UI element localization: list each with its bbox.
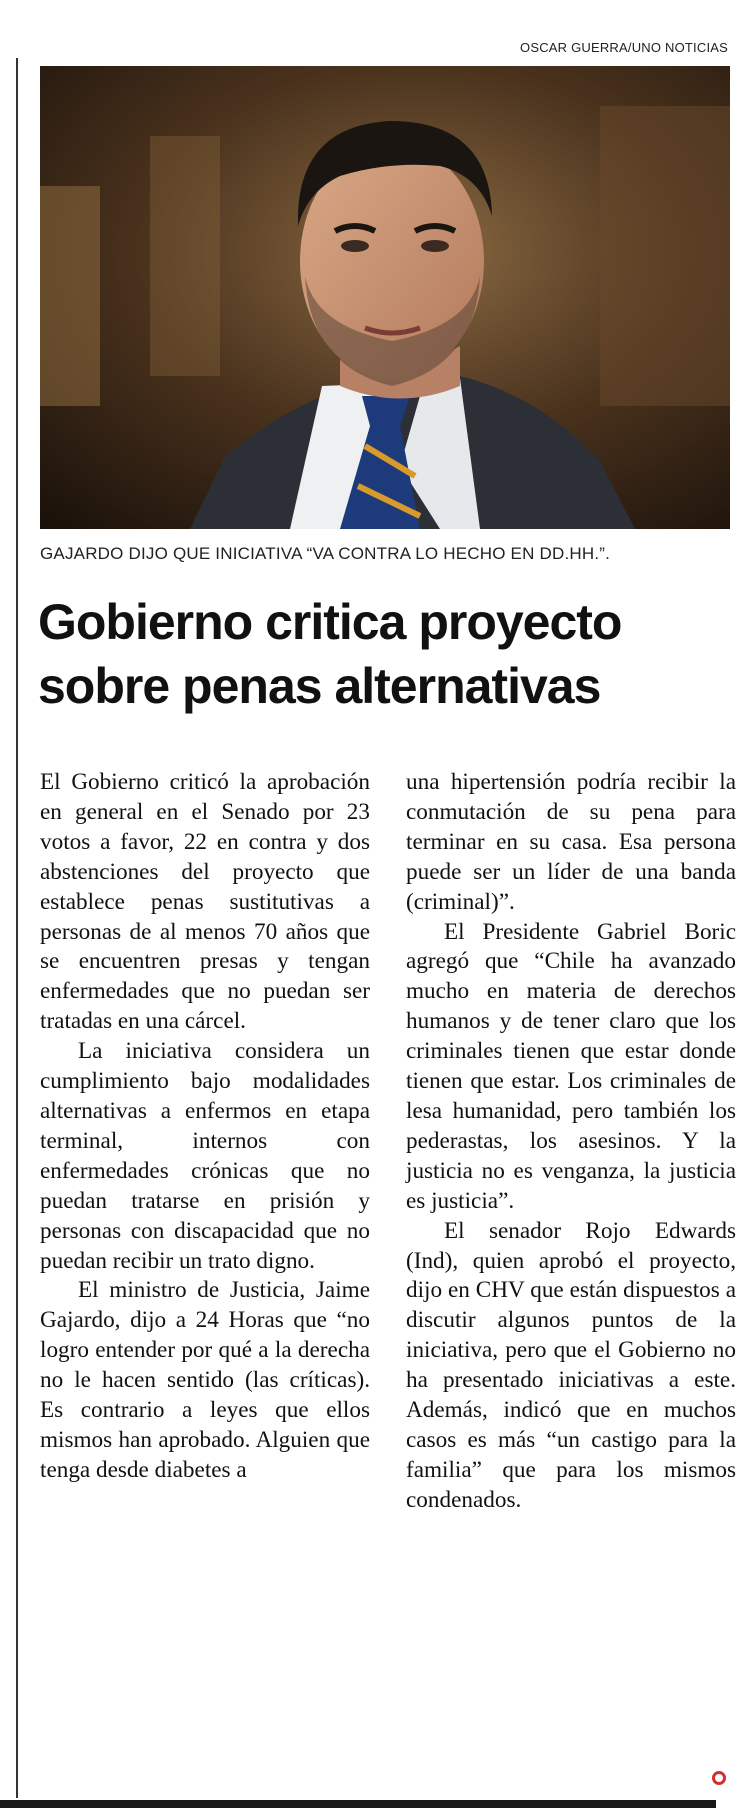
photo-credit: OSCAR GUERRA/UNO NOTICIAS (520, 40, 728, 55)
paragraph-1: El Gobierno criticó la aprobación en general en el Senado por 23 votos a favor, 22 en contra y dos abstenciones del proyecto que establece penas sustitutivas a personas de al menos 70 años que se encuentren presas y tengan enfermedades que no puedan ser tratadas en una cárcel. (40, 769, 370, 1035)
portrait-illustration (40, 66, 730, 529)
portrait-photo (40, 66, 730, 529)
paragraph-2: La iniciativa considera un cumplimiento bajo modalidades alternativas a enfermos en etapa terminal, internos con enfermedades crónicas que no puedan tratarse en prisión y personas con discapacidad que no puedan recibir un trato digno. (40, 1038, 370, 1274)
headline-line-1: Gobierno critica proyecto (38, 594, 622, 650)
photo-caption: GAJARDO DIJO QUE INICIATIVA “VA CONTRA LO HECHO EN DD.HH.”. (40, 544, 611, 563)
paragraph-3: El ministro de Justicia, Jaime Gajardo, dijo a 24 Horas que “no logro entender por qué a la derecha no le hacen sentido (las críticas). Es contrario a leyes que ellos mismos han aprobado. Alguien que tenga desde diabetes a (40, 1277, 370, 1483)
column-rule (16, 58, 18, 1798)
paragraph-6: El senador Rojo Edwards (Ind), quien aprobó el proyecto, dijo en CHV que están dispuestos a discutir algunos puntos de la iniciativa, pero que el Gobierno no ha presentado iniciativas a este. Además, indicó que en muchos casos es más “un castigo para la familia” que para los mismos condenados. (406, 1217, 736, 1513)
end-of-article-icon (712, 1771, 726, 1785)
paragraph-5: El Presidente Gabriel Boric agregó que “Chile ha avanzado mucho en materia de derechos humanos y de tener claro que los criminales tienen que estar donde tienen que estar. Los criminales de lesa humanidad, pero también los pederastas, los asesinos. Y la justicia no es venganza, la justicia es justicia”. (406, 918, 736, 1214)
article-column-1 (40, 768, 370, 1486)
bottom-rule (0, 1800, 716, 1808)
article-column-2 (406, 768, 736, 1516)
headline-line-2: sobre penas alternativas (38, 658, 601, 714)
headline (38, 590, 728, 718)
paragraph-4: una hipertensión podría recibir la conmutación de su pena para terminar en su casa. Esa persona puede ser un líder de una banda (criminal)”. (406, 769, 736, 915)
